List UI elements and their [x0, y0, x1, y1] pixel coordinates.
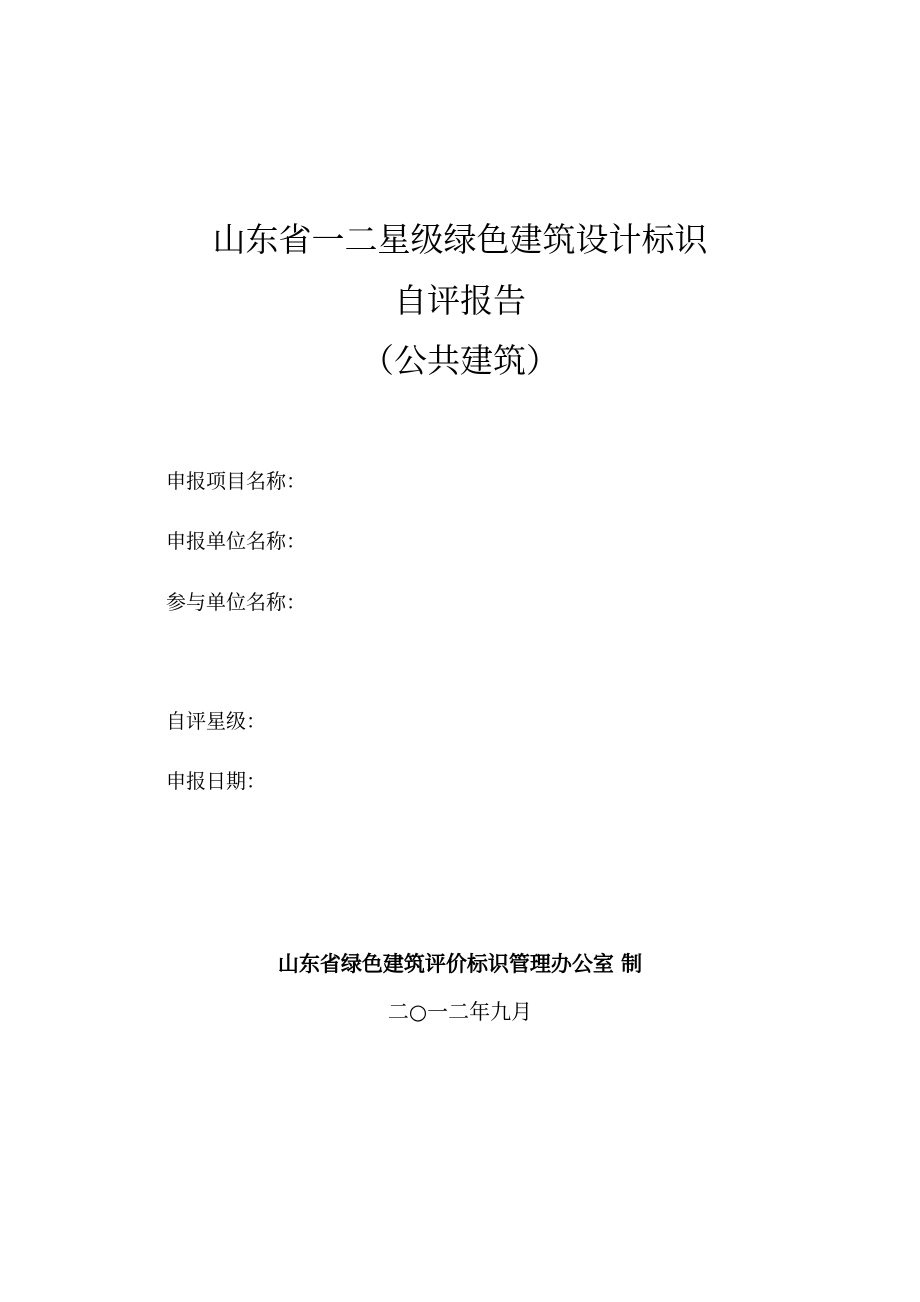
participant-unit-label: 参与单位名称：: [166, 590, 306, 614]
document-title-line2: 自评报告: [394, 281, 526, 320]
issue-date: 二○一二年九月: [387, 1000, 533, 1024]
document-title-line3: （公共建筑）: [361, 341, 559, 380]
self-rating-label: 自评星级：: [166, 709, 266, 733]
issuer-line: 山东省绿色建筑评价标识管理办公室 制: [277, 951, 643, 976]
applicant-unit-label: 申报单位名称：: [166, 529, 306, 553]
document-title-line1: 山东省一二星级绿色建筑设计标识: [212, 220, 708, 259]
project-name-label: 申报项目名称：: [166, 469, 306, 493]
application-date-label: 申报日期：: [166, 769, 266, 793]
